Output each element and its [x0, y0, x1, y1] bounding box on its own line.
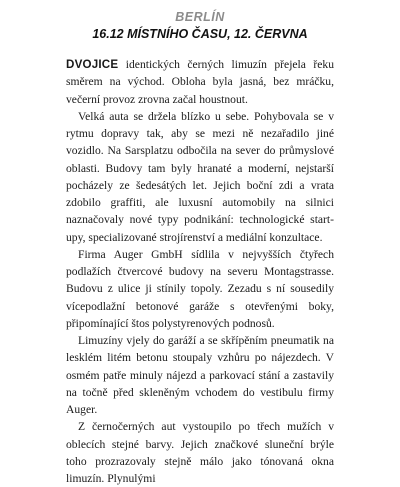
paragraph: Velká auta se držela blízko u sebe. Pohybovala se v rytmu dopravy tak, aby se mezi ně nezařadilo jiné vozidlo. Na Sarsplatzu odbočila na sever do průmyslové oblasti. Budovy tam byly hranaté a moderní, nejstarší pocházely ze šedesátých let. Jejich boční zdi a vrata zdobilo graffiti, ale luxusní automobily na silnici naznačovaly nové typy podnikání: technologické start-upy, specializované strojírenství a mediální konzultace.: [66, 109, 334, 244]
paragraph: Limuzíny vjely do garáží a se skřípěním pneumatik na lesklém litém betonu stoupaly vzhůru po nájezdech. V osmém patře minuly nájezd a parkovací stání a zastavily na točně před skleněným vchodem do vestibulu firmy Auger.: [66, 334, 334, 416]
paragraph: Z černočerných aut vystoupilo po třech mužích v oblecích stejné barvy. Jejich značkové sluneční brýle toho prozrazovaly stejně málo jako tónovaná okna limuzín. Plynulými: [66, 420, 334, 485]
paragraph-text: identických černých limuzín přejela řeku směrem na východ. Obloha byla jasná, bez mráčku, večerní provoz zrovna začal houstnout.: [66, 58, 334, 106]
chapter-timestamp-heading: 16.12 MÍSTNÍHO ČASU, 12. ČERVNA: [92, 27, 308, 41]
paragraph: Firma Auger GmbH sídlila v nejvyšších čtyřech podlažích čtvercové budovy na severu Montagstrasse. Budovu z ulice ji stínily topoly. Zezadu s ní sousedily vícepodlažní betonové garáže s otevřenými boky, připomínající štos polystyrenových podnosů.: [66, 247, 334, 330]
lead-word: DVOJICE: [66, 58, 119, 71]
paragraph: [66, 56, 334, 108]
chapter-location-heading: BERLÍN: [175, 10, 225, 24]
chapter-body: [66, 56, 334, 487]
